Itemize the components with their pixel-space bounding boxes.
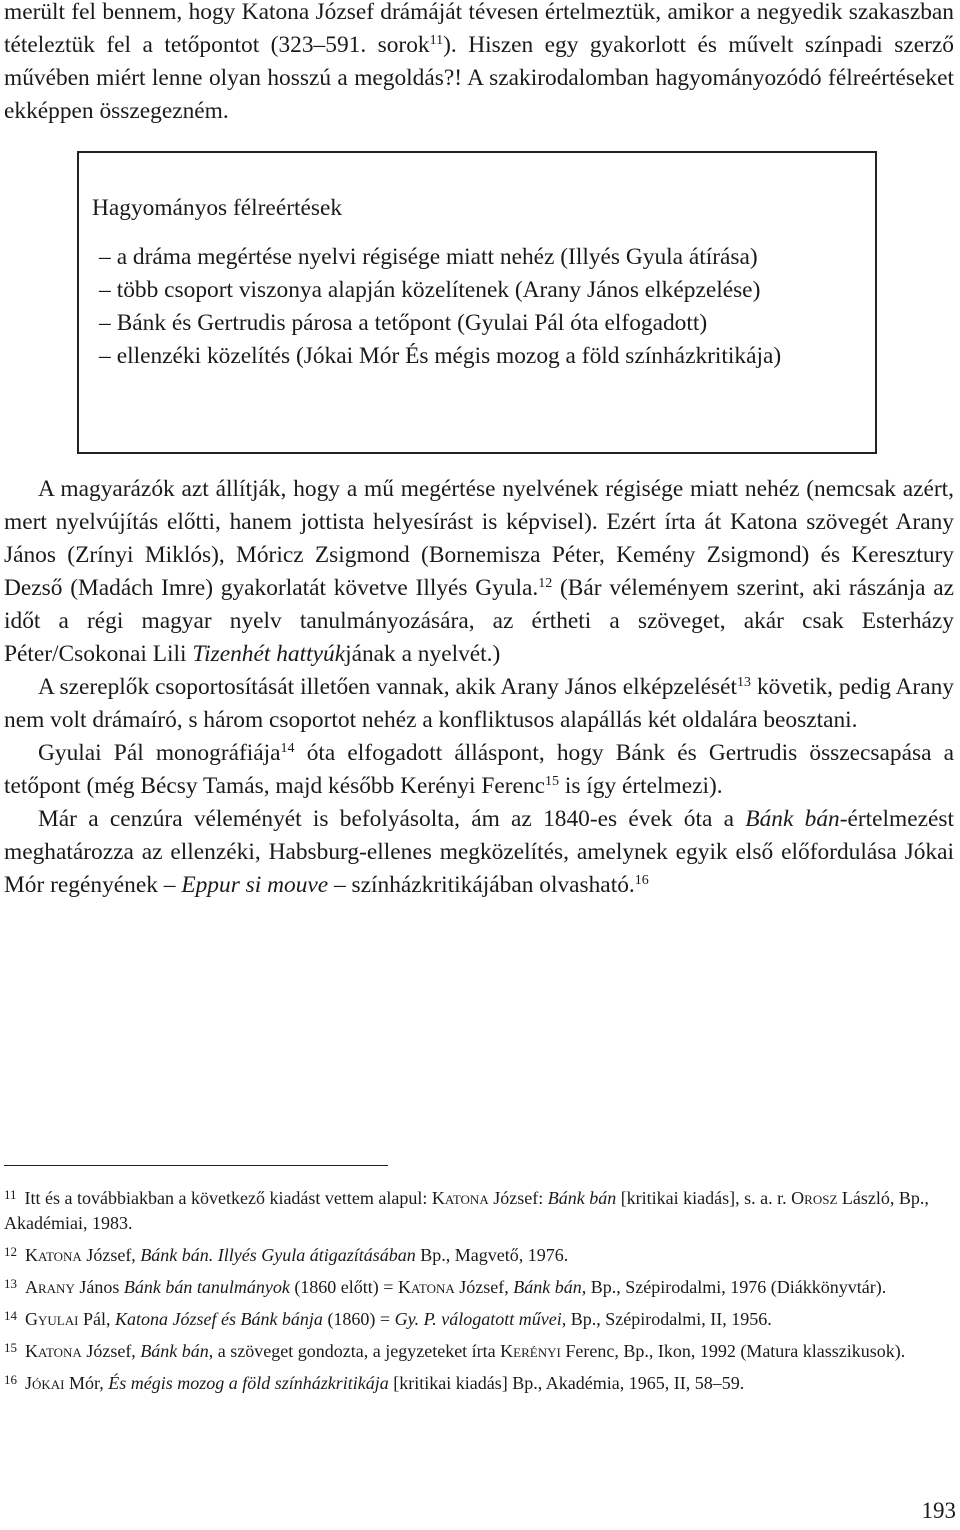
footnote-separator	[4, 1165, 388, 1166]
work-title: Tizenhét hattyúk	[192, 641, 346, 667]
intro-text: merült fel bennem, hogy Katona József drámáját tévesen értelmeztük, amikor a negyedik szakaszban tételeztük fel a tetőpontot (323–591. sorok	[4, 0, 954, 58]
box-list	[99, 241, 864, 373]
box-title: Hagyományos félreértések	[92, 195, 343, 221]
paragraph-opposition: Már a cenzúra véleményét is befolyásolta, ám az 1840-es évek óta a Bánk bán-értelmezést meghatározza az ellenzéki, Habsburg-ellenes megközelítés, amelynek egyik első előfordulása Jókai Mór regényének – Eppur si mouve – színházkritikájában olvasható.$^{16}$	[4, 806, 954, 898]
footnote-15: $^{15}$ Katona József, Bánk bán, a szöveget gondozta, a jegyzeteket írta Kerényi Ferenc, Bp., Ikon, 1992 (Matura klasszikusok).	[4, 1340, 906, 1361]
paragraph-climax: Gyulai Pál monográfiája$^{14}$ óta elfogadott álláspont, hogy Bánk és Gertrudis összecsapása a tetőpont (még Bécsy Tamás, majd később Kerényi Ferenc$^{15}$ is így értelmezi).	[4, 740, 954, 799]
paragraph-language: A magyarázók azt állítják, hogy a mű megértése nyelvének régisége miatt nehéz (nemcsak azért, mert nyelvújítás előtti, hanem jottista helyesírást is képvisel). Ezért írta át Katona szövegét Arany János (Zrínyi Miklós), Móricz Zsigmond (Bornemisza Péter, Kemény Zsigmond) és Keresztury Dezső (Madách Imre) gyakorlatát követve Illyés Gyula.$^{12}$ (Bár véleményem szerint, aki rászánja az időt a régi magyar nyelv tanulmányozására, az értheti a szöveget, akár csak Esterházy Péter/Csokonai Lili Tizenhét hattyúkjának a nyelvét.)	[4, 476, 954, 667]
footnote-ref-14: 14	[280, 741, 295, 756]
footnotes	[4, 1182, 956, 1399]
footnote-12: $^{12}$ Katona József, Bánk bán. Illyés Gyula átigazításában Bp., Magvető, 1976.	[4, 1244, 569, 1265]
page-number: 193	[921, 1498, 956, 1523]
box-list-item: – a dráma megértése nyelvi régisége miatt nehéz (Illyés Gyula átírása)	[99, 244, 758, 270]
footnote-13: $^{13}$ Arany János Bánk bán tanulmányok (1860 előtt) = Katona József, Bánk bán, Bp., Szépirodalmi, 1976 (Diákkönyvtár).	[4, 1276, 887, 1297]
footnote-11: $^{11}$ Itt és a továbbiakban a következő kiadást vettem alapul: Katona József: Bánk bán [kritikai kiadás], s. a. r. Orosz László, Bp., Akadémiai, 1983.	[4, 1187, 929, 1233]
work-title: Bánk bán	[745, 806, 840, 832]
box-list-item: – ellenzéki közelítés (Jókai Mór És mégis mozog a föld színházkritikája)	[99, 343, 782, 369]
traditional-misreadings-box	[77, 151, 877, 454]
dash-marker: –	[99, 343, 111, 369]
dash-marker: –	[99, 244, 111, 270]
footnote-16: $^{16}$ Jókai Mór, És mégis mozog a föld színházkritikája [kritikai kiadás] Bp., Akadémia, 1965, II, 58–59.	[4, 1372, 745, 1393]
dash-marker: –	[99, 277, 111, 303]
footnote-ref-13: 13	[737, 675, 752, 690]
box-list-item: – több csoport viszonya alapján közelítenek (Arany János elképzelése)	[99, 277, 761, 303]
work-title: Eppur si mouve	[181, 872, 329, 898]
dash-marker: –	[99, 310, 111, 336]
box-list-item: – Bánk és Gertrudis párosa a tetőpont (Gyulai Pál óta elfogadott)	[99, 310, 708, 336]
intro-paragraph	[4, 0, 954, 128]
main-text	[4, 473, 954, 902]
footnote-ref-15: 15	[544, 774, 559, 789]
intro-text-2: ). Hiszen egy gyakorlott és művelt színpadi szerző művében miért lenne olyan hosszú a megoldás?! A szakirodalomban hagyományozódó félreértéseket ekképpen összegezném.	[4, 32, 954, 124]
footnote-ref-16: 16	[634, 873, 649, 888]
footnote-ref-11: 11	[429, 33, 444, 48]
footnote-14: $^{14}$ Gyulai Pál, Katona József és Bánk bánja (1860) = Gy. P. válogatott művei, Bp., Szépirodalmi, II, 1956.	[4, 1308, 772, 1329]
footnote-ref-12: 12	[538, 576, 553, 591]
paragraph-groups: A szereplők csoportosítását illetően vannak, akik Arany János elképzelését$^{13}$ követik, pedig Arany nem volt drámaíró, s három csoportot nehéz a konfliktusos alapállás két oldalára beosztani.	[4, 674, 954, 733]
